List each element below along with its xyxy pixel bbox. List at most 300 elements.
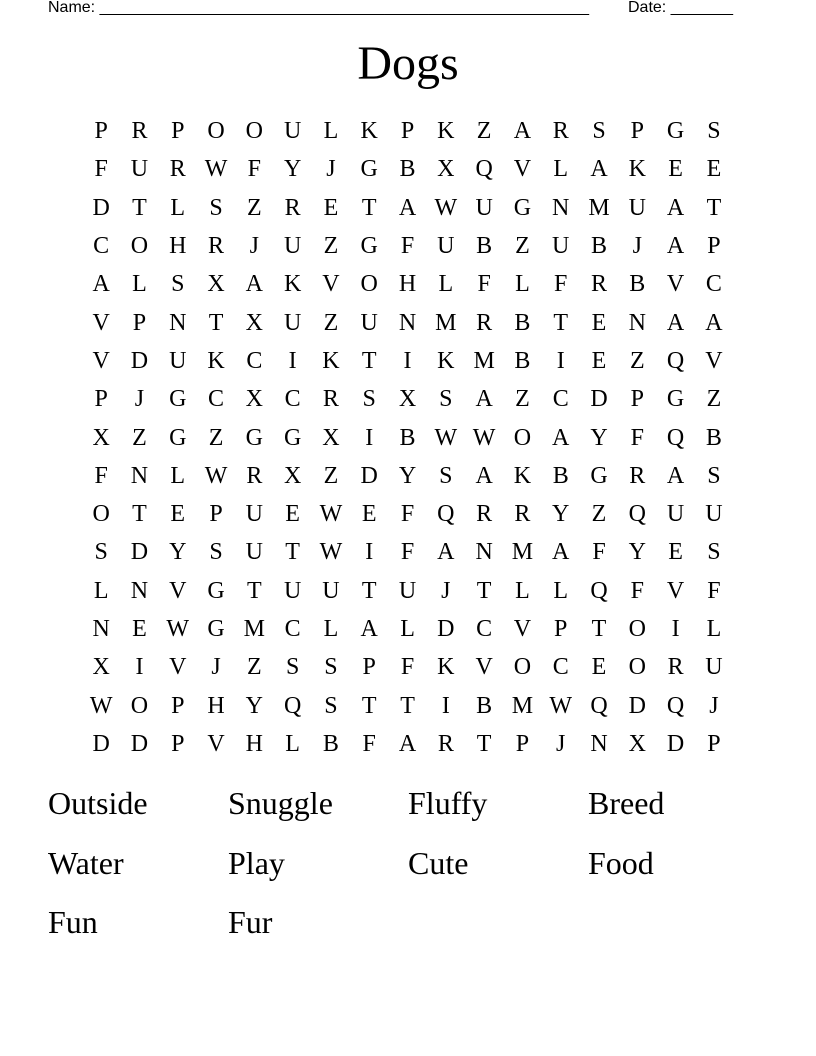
grid-letter[interactable]: P: [362, 654, 376, 681]
grid-letter[interactable]: J: [556, 730, 566, 757]
grid-letter[interactable]: B: [629, 271, 646, 298]
grid-letter[interactable]: I: [135, 654, 144, 681]
grid-letter[interactable]: B: [514, 347, 531, 374]
grid-letter[interactable]: V: [513, 616, 532, 642]
grid-letter[interactable]: P: [132, 309, 147, 336]
grid-letter[interactable]: U: [552, 233, 570, 260]
grid-letter[interactable]: P: [209, 501, 223, 528]
grid-letter[interactable]: F: [94, 462, 108, 489]
grid-letter[interactable]: U: [169, 347, 187, 374]
grid-letter[interactable]: F: [247, 156, 262, 183]
grid-letter[interactable]: Q: [666, 692, 685, 719]
grid-letter[interactable]: V: [92, 347, 110, 374]
grid-letter[interactable]: W: [434, 194, 458, 221]
grid-letter[interactable]: A: [705, 309, 723, 336]
word-search-grid: [82, 112, 734, 763]
grid-letter[interactable]: K: [283, 271, 302, 298]
grid-letter[interactable]: Z: [208, 424, 224, 451]
grid-letter[interactable]: K: [322, 347, 340, 374]
grid-letter[interactable]: T: [132, 194, 147, 221]
grid-letter[interactable]: B: [322, 730, 339, 757]
grid-letter[interactable]: E: [668, 156, 683, 183]
grid-letter[interactable]: S: [707, 118, 721, 145]
grid-letter[interactable]: Q: [283, 692, 302, 719]
grid-letter[interactable]: L: [438, 271, 454, 298]
grid-letter[interactable]: G: [360, 233, 378, 260]
grid-row: [82, 189, 734, 227]
grid-letter[interactable]: E: [591, 309, 607, 336]
grid-letter[interactable]: W: [166, 616, 190, 642]
grid-letter[interactable]: A: [590, 156, 608, 183]
grid-letter[interactable]: U: [283, 233, 302, 260]
grid-letter[interactable]: Y: [628, 539, 646, 566]
word-bank-item: Cute: [408, 844, 469, 881]
grid-letter[interactable]: I: [365, 424, 374, 451]
grid-letter[interactable]: E: [170, 501, 186, 528]
grid-letter[interactable]: W: [204, 462, 228, 489]
grid-letter[interactable]: U: [705, 654, 723, 681]
grid-letter[interactable]: X: [92, 654, 110, 681]
grid-letter[interactable]: C: [476, 616, 493, 642]
grid-row: [82, 686, 734, 724]
grid-letter[interactable]: T: [361, 194, 377, 221]
grid-letter[interactable]: U: [322, 577, 340, 604]
grid-letter[interactable]: C: [284, 616, 301, 642]
grid-letter[interactable]: O: [513, 424, 532, 451]
grid-letter[interactable]: W: [549, 692, 573, 719]
grid-letter[interactable]: P: [171, 730, 185, 757]
name-field: Name: _______________________________________________________: [48, 0, 589, 16]
grid-letter[interactable]: L: [515, 271, 530, 298]
grid-letter[interactable]: V: [475, 654, 493, 681]
grid-letter[interactable]: I: [288, 347, 297, 374]
grid-letter[interactable]: S: [707, 539, 721, 566]
grid-letter[interactable]: A: [666, 462, 685, 489]
grid-letter[interactable]: G: [666, 118, 685, 145]
grid-row: [82, 533, 734, 571]
grid-letter[interactable]: B: [399, 156, 416, 183]
grid-letter[interactable]: K: [437, 118, 455, 145]
grid-letter[interactable]: R: [629, 462, 646, 489]
grid-letter[interactable]: B: [552, 462, 569, 489]
grid-letter[interactable]: B: [476, 233, 493, 260]
grid-letter[interactable]: R: [591, 271, 608, 298]
grid-letter[interactable]: G: [283, 424, 302, 451]
grid-letter[interactable]: X: [245, 309, 263, 336]
grid-letter[interactable]: Y: [169, 539, 187, 566]
grid-letter[interactable]: S: [171, 271, 185, 298]
grid-letter[interactable]: V: [513, 156, 532, 183]
grid-letter[interactable]: R: [437, 730, 454, 757]
grid-letter[interactable]: D: [130, 730, 149, 757]
grid-letter[interactable]: P: [171, 118, 185, 145]
grid-letter[interactable]: G: [207, 616, 225, 642]
grid-letter[interactable]: X: [437, 156, 455, 183]
grid-letter[interactable]: Z: [132, 424, 147, 451]
grid-letter[interactable]: Z: [515, 233, 530, 260]
grid-letter[interactable]: L: [706, 616, 722, 642]
grid-letter[interactable]: O: [92, 501, 110, 528]
grid-letter[interactable]: G: [169, 386, 187, 413]
grid-letter[interactable]: E: [361, 501, 377, 528]
grid-letter[interactable]: G: [245, 424, 263, 451]
grid-letter[interactable]: A: [475, 386, 493, 413]
grid-letter[interactable]: L: [170, 194, 186, 221]
grid-letter[interactable]: P: [707, 233, 721, 260]
grid-letter[interactable]: Q: [666, 347, 685, 374]
grid-letter[interactable]: Y: [245, 692, 263, 719]
grid-letter[interactable]: D: [590, 386, 608, 413]
grid-letter[interactable]: T: [132, 501, 147, 528]
grid-letter[interactable]: K: [437, 347, 455, 374]
grid-letter[interactable]: T: [247, 577, 262, 604]
grid-row: [82, 418, 734, 456]
grid-letter[interactable]: Z: [629, 347, 645, 374]
grid-letter[interactable]: U: [628, 194, 646, 221]
grid-letter[interactable]: H: [169, 233, 187, 260]
grid-letter[interactable]: T: [400, 692, 415, 719]
grid-letter[interactable]: L: [323, 118, 339, 145]
grid-letter[interactable]: A: [398, 194, 417, 221]
grid-letter[interactable]: F: [400, 654, 415, 681]
grid-letter[interactable]: R: [476, 309, 493, 336]
grid-letter[interactable]: S: [439, 386, 453, 413]
grid-letter[interactable]: D: [437, 616, 455, 642]
grid-letter[interactable]: J: [326, 156, 336, 183]
grid-letter[interactable]: K: [437, 654, 455, 681]
grid-letter[interactable]: H: [207, 692, 225, 719]
grid-letter[interactable]: X: [628, 730, 646, 757]
grid-letter[interactable]: I: [365, 539, 374, 566]
grid-letter[interactable]: U: [283, 577, 302, 604]
grid-letter[interactable]: I: [556, 347, 565, 374]
grid-letter[interactable]: B: [476, 692, 493, 719]
grid-letter[interactable]: D: [628, 692, 646, 719]
grid-letter[interactable]: G: [590, 462, 608, 489]
grid-letter[interactable]: U: [437, 233, 455, 260]
grid-letter[interactable]: V: [705, 347, 723, 374]
grid-letter[interactable]: U: [283, 118, 302, 145]
grid-letter[interactable]: G: [360, 156, 378, 183]
grid-letter[interactable]: C: [208, 386, 225, 413]
grid-letter[interactable]: N: [475, 539, 493, 566]
grid-letter[interactable]: B: [514, 309, 531, 336]
grid-letter[interactable]: M: [435, 309, 457, 336]
grid-letter[interactable]: P: [554, 616, 568, 642]
grid-letter[interactable]: N: [552, 194, 570, 221]
grid-letter[interactable]: R: [552, 118, 569, 145]
grid-letter[interactable]: R: [322, 386, 339, 413]
grid-letter[interactable]: L: [553, 156, 569, 183]
grid-letter[interactable]: D: [92, 194, 110, 221]
grid-row: [82, 303, 734, 341]
grid-letter[interactable]: L: [170, 462, 186, 489]
grid-letter[interactable]: O: [245, 118, 263, 145]
grid-letter[interactable]: A: [513, 118, 532, 145]
grid-letter[interactable]: J: [709, 692, 719, 719]
grid-letter[interactable]: C: [93, 233, 110, 260]
grid-letter[interactable]: Z: [247, 654, 262, 681]
grid-letter[interactable]: O: [130, 692, 149, 719]
grid-letter[interactable]: N: [130, 577, 149, 604]
grid-letter[interactable]: G: [513, 194, 532, 221]
grid-letter[interactable]: O: [628, 654, 646, 681]
grid-letter[interactable]: R: [131, 118, 148, 145]
grid-letter[interactable]: A: [552, 424, 570, 451]
grid-letter[interactable]: V: [169, 577, 187, 604]
grid-letter[interactable]: J: [134, 386, 145, 413]
grid-letter[interactable]: Q: [628, 501, 646, 528]
grid-letter[interactable]: Z: [706, 386, 722, 413]
grid-letter[interactable]: Q: [590, 577, 608, 604]
grid-letter[interactable]: Z: [515, 386, 530, 413]
grid-row: [82, 150, 734, 188]
grid-letter[interactable]: B: [399, 424, 416, 451]
grid-letter[interactable]: F: [400, 501, 415, 528]
grid-letter[interactable]: K: [360, 118, 378, 145]
grid-letter[interactable]: T: [553, 309, 569, 336]
grid-letter[interactable]: U: [666, 501, 685, 528]
grid-letter[interactable]: C: [705, 271, 722, 298]
grid-letter[interactable]: Y: [552, 501, 570, 528]
grid-letter[interactable]: D: [360, 462, 378, 489]
grid-letter[interactable]: T: [285, 539, 300, 566]
grid-letter[interactable]: G: [207, 577, 225, 604]
grid-letter[interactable]: Y: [283, 156, 302, 183]
grid-letter[interactable]: T: [591, 616, 607, 642]
grid-letter[interactable]: P: [515, 730, 530, 757]
grid-letter[interactable]: A: [666, 309, 685, 336]
grid-letter[interactable]: O: [130, 233, 149, 260]
grid-letter[interactable]: S: [209, 539, 223, 566]
grid-letter[interactable]: C: [552, 386, 569, 413]
grid-letter[interactable]: L: [285, 730, 300, 757]
grid-letter[interactable]: W: [472, 424, 496, 451]
grid-letter[interactable]: L: [553, 577, 569, 604]
grid-letter[interactable]: F: [592, 539, 606, 566]
grid-letter[interactable]: R: [284, 194, 301, 221]
grid-letter[interactable]: E: [132, 616, 147, 642]
grid-letter[interactable]: T: [361, 577, 377, 604]
grid-letter[interactable]: U: [398, 577, 417, 604]
grid-letter[interactable]: X: [207, 271, 225, 298]
grid-letter[interactable]: F: [94, 156, 108, 183]
grid-letter[interactable]: L: [400, 616, 415, 642]
grid-letter[interactable]: F: [630, 424, 644, 451]
grid-letter[interactable]: F: [362, 730, 376, 757]
grid-letter[interactable]: N: [398, 309, 417, 336]
grid-letter[interactable]: V: [666, 577, 685, 604]
grid-letter[interactable]: D: [130, 347, 149, 374]
grid-letter[interactable]: K: [207, 347, 225, 374]
grid-letter[interactable]: Q: [437, 501, 455, 528]
grid-letter[interactable]: T: [361, 692, 377, 719]
grid-letter[interactable]: M: [243, 616, 265, 642]
grid-letter[interactable]: R: [208, 233, 225, 260]
grid-letter[interactable]: O: [207, 118, 225, 145]
grid-letter[interactable]: Z: [323, 233, 339, 260]
grid-letter[interactable]: E: [668, 539, 683, 566]
grid-letter[interactable]: R: [514, 501, 531, 528]
grid-letter[interactable]: Q: [590, 692, 608, 719]
grid-letter[interactable]: F: [400, 233, 415, 260]
grid-letter[interactable]: X: [398, 386, 417, 413]
grid-letter[interactable]: A: [666, 233, 685, 260]
grid-letter[interactable]: M: [511, 692, 534, 719]
grid-letter[interactable]: X: [92, 424, 110, 451]
grid-letter[interactable]: T: [476, 577, 492, 604]
grid-letter[interactable]: U: [130, 156, 149, 183]
grid-letter[interactable]: F: [707, 577, 721, 604]
grid-letter[interactable]: F: [630, 577, 644, 604]
grid-letter[interactable]: K: [513, 462, 532, 489]
grid-letter[interactable]: U: [245, 501, 263, 528]
grid-letter[interactable]: S: [324, 654, 338, 681]
grid-letter[interactable]: Z: [476, 118, 492, 145]
grid-letter[interactable]: L: [93, 577, 109, 604]
grid-letter[interactable]: R: [246, 462, 263, 489]
grid-letter[interactable]: S: [94, 539, 108, 566]
grid-letter[interactable]: A: [360, 616, 378, 642]
grid-letter[interactable]: V: [169, 654, 187, 681]
grid-letter[interactable]: V: [666, 271, 685, 298]
grid-letter[interactable]: O: [360, 271, 378, 298]
grid-letter[interactable]: F: [400, 539, 415, 566]
grid-letter[interactable]: P: [171, 692, 185, 719]
grid-letter[interactable]: L: [515, 577, 530, 604]
grid-letter[interactable]: I: [671, 616, 680, 642]
grid-letter[interactable]: D: [130, 539, 149, 566]
grid-letter[interactable]: T: [476, 730, 492, 757]
grid-letter[interactable]: W: [319, 501, 343, 528]
grid-letter[interactable]: A: [398, 730, 417, 757]
grid-letter[interactable]: T: [361, 347, 377, 374]
grid-letter[interactable]: F: [554, 271, 568, 298]
grid-letter[interactable]: R: [476, 501, 493, 528]
grid-letter[interactable]: V: [207, 730, 225, 757]
grid-letter[interactable]: P: [630, 118, 644, 145]
grid-letter[interactable]: J: [211, 654, 221, 681]
grid-letter[interactable]: P: [400, 118, 415, 145]
grid-letter[interactable]: Z: [323, 309, 339, 336]
grid-letter[interactable]: G: [666, 386, 685, 413]
grid-letter[interactable]: A: [475, 462, 493, 489]
grid-letter[interactable]: S: [592, 118, 606, 145]
grid-letter[interactable]: F: [477, 271, 491, 298]
grid-letter[interactable]: I: [403, 347, 412, 374]
grid-letter[interactable]: N: [169, 309, 187, 336]
grid-letter[interactable]: Q: [666, 424, 685, 451]
grid-letter[interactable]: D: [92, 730, 110, 757]
grid-letter[interactable]: H: [245, 730, 263, 757]
grid-letter[interactable]: M: [511, 539, 534, 566]
grid-letter[interactable]: V: [92, 309, 110, 336]
grid-letter[interactable]: E: [706, 156, 722, 183]
grid-letter[interactable]: G: [169, 424, 187, 451]
grid-letter[interactable]: M: [588, 194, 610, 221]
grid-letter[interactable]: U: [283, 309, 302, 336]
grid-letter[interactable]: A: [437, 539, 455, 566]
grid-letter[interactable]: L: [323, 616, 339, 642]
grid-letter[interactable]: D: [666, 730, 685, 757]
grid-letter[interactable]: H: [398, 271, 417, 298]
grid-letter[interactable]: L: [132, 271, 147, 298]
word-bank-row: [48, 782, 768, 842]
grid-letter[interactable]: S: [285, 654, 300, 681]
grid-letter[interactable]: Y: [590, 424, 608, 451]
grid-letter[interactable]: O: [628, 616, 646, 642]
grid-letter[interactable]: N: [130, 462, 149, 489]
grid-letter[interactable]: Z: [323, 462, 339, 489]
grid-letter[interactable]: A: [92, 271, 110, 298]
grid-letter[interactable]: W: [204, 156, 228, 183]
grid-letter[interactable]: W: [434, 424, 458, 451]
grid-letter[interactable]: T: [208, 309, 224, 336]
grid-letter[interactable]: J: [441, 577, 451, 604]
grid-letter[interactable]: J: [632, 233, 642, 260]
grid-letter[interactable]: K: [628, 156, 646, 183]
grid-letter[interactable]: N: [92, 616, 110, 642]
grid-letter[interactable]: S: [707, 462, 721, 489]
grid-letter[interactable]: N: [628, 309, 646, 336]
grid-letter[interactable]: P: [630, 386, 644, 413]
grid-letter[interactable]: V: [322, 271, 340, 298]
grid-letter[interactable]: J: [249, 233, 259, 260]
grid-letter[interactable]: E: [591, 347, 607, 374]
grid-letter[interactable]: A: [245, 271, 263, 298]
grid-letter[interactable]: R: [667, 654, 684, 681]
grid-letter[interactable]: M: [473, 347, 495, 374]
grid-letter[interactable]: Z: [591, 501, 607, 528]
grid-letter[interactable]: C: [552, 654, 569, 681]
grid-letter[interactable]: O: [513, 654, 532, 681]
grid-letter[interactable]: R: [169, 156, 186, 183]
grid-letter[interactable]: P: [94, 118, 108, 145]
grid-letter[interactable]: C: [284, 386, 301, 413]
grid-letter[interactable]: S: [324, 692, 338, 719]
grid-letter[interactable]: T: [706, 194, 722, 221]
grid-letter[interactable]: X: [322, 424, 340, 451]
grid-letter[interactable]: A: [552, 539, 570, 566]
grid-letter[interactable]: W: [89, 692, 113, 719]
grid-letter[interactable]: S: [209, 194, 223, 221]
grid-row: [82, 495, 734, 533]
grid-letter[interactable]: E: [323, 194, 339, 221]
grid-letter[interactable]: U: [475, 194, 493, 221]
grid-letter[interactable]: Y: [398, 462, 417, 489]
grid-letter[interactable]: N: [590, 730, 608, 757]
grid-letter[interactable]: U: [360, 309, 378, 336]
grid-letter[interactable]: E: [591, 654, 607, 681]
grid-letter[interactable]: A: [666, 194, 685, 221]
grid-letter[interactable]: Z: [247, 194, 262, 221]
grid-letter[interactable]: Q: [475, 156, 493, 183]
grid-letter[interactable]: X: [283, 462, 302, 489]
grid-letter[interactable]: I: [441, 692, 450, 719]
grid-letter[interactable]: S: [362, 386, 376, 413]
grid-letter[interactable]: C: [246, 347, 263, 374]
grid-letter[interactable]: U: [245, 539, 263, 566]
grid-letter[interactable]: E: [285, 501, 300, 528]
grid-letter[interactable]: B: [705, 424, 722, 451]
grid-letter[interactable]: P: [94, 386, 108, 413]
grid-letter[interactable]: P: [707, 730, 721, 757]
grid-letter[interactable]: S: [439, 462, 453, 489]
grid-letter[interactable]: X: [245, 386, 263, 413]
grid-letter[interactable]: B: [591, 233, 608, 260]
grid-letter[interactable]: U: [705, 501, 723, 528]
grid-letter[interactable]: W: [319, 539, 343, 566]
